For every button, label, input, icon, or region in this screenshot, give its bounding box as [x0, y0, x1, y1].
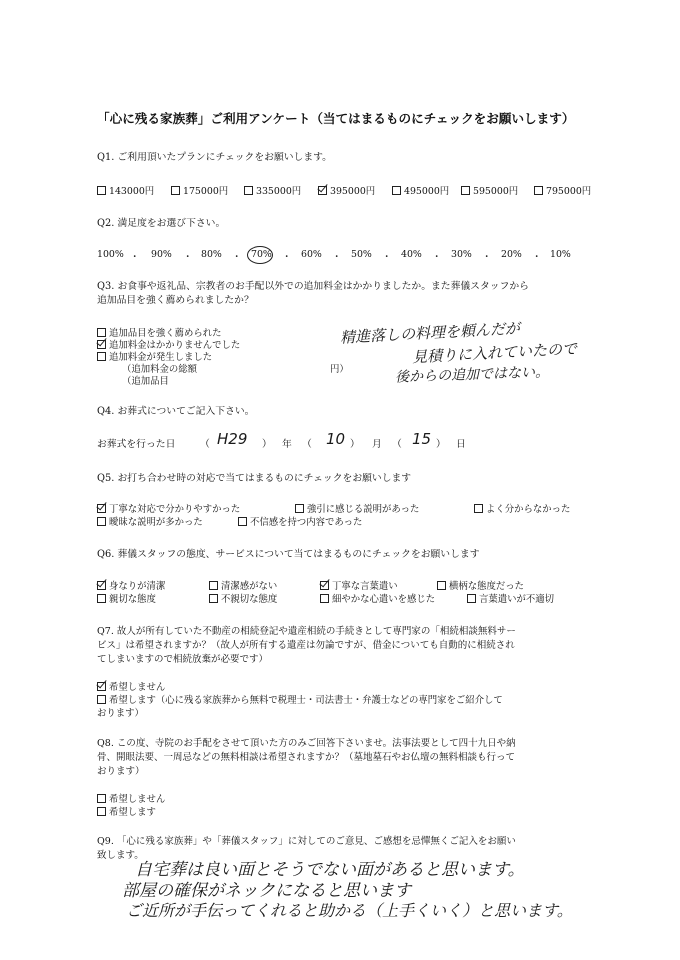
q4-month-value: 10 [326, 430, 346, 448]
q6-option-1[interactable]: 身なりが清潔 [97, 578, 165, 592]
q3-handwritten-line2: 見積りに入れていたので [411, 339, 578, 367]
scale-option[interactable]: 40% [401, 249, 422, 260]
q6-option-6[interactable]: 不親切な態度 [209, 591, 277, 605]
q3-option-1[interactable]: 追加品目を強く薦められた [97, 325, 222, 339]
q3-option-2[interactable]: 追加料金はかかりませんでした [97, 337, 240, 351]
q6-option-8[interactable]: 言葉遣いが不適切 [467, 591, 554, 605]
checkbox[interactable] [534, 186, 543, 195]
checkbox[interactable] [97, 186, 106, 195]
q5-option-4[interactable]: 曖昧な説明が多かった [97, 514, 203, 528]
q5-option-5[interactable]: 不信感を持つ内容であった [238, 514, 362, 528]
scale-option[interactable]: 100% [97, 249, 124, 260]
checkbox[interactable] [97, 794, 106, 803]
q4-paren-close-2: ） [350, 439, 360, 450]
scale-separator: ・ [232, 252, 242, 263]
survey-title: 「心に残る家族葬」ご利用アンケート（当てはまるものにチェックをお願いします） [97, 111, 575, 126]
q3-handwritten-line1: 精進落しの料理を頼んだが [339, 319, 521, 347]
scale-separator: ・ [432, 252, 442, 263]
q8-question-line2: 骨、開眼法要、一周忌などの無料相談は希望されますか？（墓地墓石やお仏壇の無料相談も行って [97, 752, 516, 763]
scale-separator: ・ [130, 252, 140, 263]
q4-paren-open-3: （ [392, 439, 402, 450]
checkbox-checked[interactable] [97, 682, 106, 691]
checkbox[interactable] [171, 186, 180, 195]
q2-selected-circle [247, 246, 273, 264]
scale-option[interactable]: 80% [201, 249, 222, 260]
q7-question-line2: ビス」は希望されますか？（故人が所有する遺産は勿論ですが、借金についても自動的に相続され [97, 640, 515, 651]
q4-date-label: お葬式を行った日 [97, 439, 176, 450]
q6-question: Q6. 葬儀スタッフの態度、サービスについて当てはまるものにチェックをお願いします [97, 549, 480, 560]
q3-handwritten-line3: 後からの追加ではない。 [394, 364, 550, 386]
checkbox[interactable] [97, 594, 106, 603]
checkbox[interactable] [467, 594, 476, 603]
q8-question-line1: Q8. この度、寺院のお手配をさせて頂いた方のみご回答下さいませ。法事法要として四十九日や納 [97, 738, 516, 749]
checkbox-checked[interactable] [97, 340, 106, 349]
checkbox[interactable] [97, 517, 106, 526]
q8-option-1[interactable]: 希望しません [97, 791, 165, 805]
q7-option-2[interactable]: 希望します（心に残る家族葬から無料で税理士・司法書士・弁護士などの専門家をご紹介して [97, 692, 503, 706]
q4-day-label: 日 [456, 439, 466, 450]
scale-separator: ・ [332, 252, 342, 263]
q3-sub-total-label: （追加料金の総額 [122, 364, 198, 375]
q5-option-1[interactable]: 丁寧な対応で分かりやすかった [97, 501, 240, 515]
checkbox-checked[interactable] [97, 504, 106, 513]
q7-question-line1: Q7. 故人が所有していた不動産の相続登記や遺産相続の手続きとして専門家の「相続相談無料サー [97, 626, 516, 637]
q3-question-line2: 追加品目を強く薦められましたか？ [97, 295, 254, 306]
q1-option-1[interactable]: 143000円 [97, 183, 154, 197]
checkbox[interactable] [437, 581, 446, 590]
q1-question: Q1. ご利用頂いたプランにチェックをお願いします。 [97, 152, 332, 163]
q4-year-label: 年 [282, 439, 292, 450]
q6-option-4[interactable]: 横柄な態度だった [437, 578, 524, 592]
checkbox[interactable] [97, 807, 106, 816]
q7-option-1[interactable]: 希望しません [97, 679, 165, 693]
checkbox[interactable] [97, 695, 106, 704]
scale-option[interactable]: 30% [451, 249, 472, 260]
scale-separator: ・ [482, 252, 492, 263]
checkbox[interactable] [244, 186, 253, 195]
q4-paren-close-3: ） [436, 439, 446, 450]
q6-option-7[interactable]: 細やかな心遣いを感じた [320, 591, 435, 605]
checkbox[interactable] [97, 352, 106, 361]
scale-option[interactable]: 20% [501, 249, 522, 260]
q1-option-4[interactable]: 395000円 [318, 183, 375, 197]
q1-option-3[interactable]: 335000円 [244, 183, 301, 197]
q9-question-line2: 致します。 [97, 850, 144, 861]
checkbox[interactable] [320, 594, 329, 603]
q4-era-value: H29 [217, 430, 248, 448]
q6-option-5[interactable]: 親切な態度 [97, 591, 156, 605]
checkbox[interactable] [474, 504, 483, 513]
scale-option[interactable]: 50% [351, 249, 372, 260]
scale-option[interactable]: 10% [550, 249, 571, 260]
checkbox-checked[interactable] [318, 186, 327, 195]
q1-option-6[interactable]: 595000円 [461, 183, 518, 197]
q8-question-line3: おります） [97, 766, 145, 777]
q3-sub-items-label: （追加品目 [122, 376, 169, 387]
q5-question: Q5. お打ち合わせ時の対応で当てはまるものにチェックをお願いします [97, 473, 412, 484]
scale-separator: ・ [282, 252, 292, 263]
q4-paren-close-1: ） [262, 439, 272, 450]
q9-handwritten-line2: 部屋の確保がネックになると思います [122, 881, 411, 901]
checkbox-checked[interactable] [97, 581, 106, 590]
checkbox[interactable] [209, 581, 218, 590]
q4-question: Q4. お葬式についてご記入下さい。 [97, 406, 255, 417]
q6-option-2[interactable]: 清潔感がない [209, 578, 277, 592]
q4-paren-open-1: （ [200, 439, 210, 450]
checkbox[interactable] [461, 186, 470, 195]
scale-separator: ・ [183, 252, 193, 263]
scale-option[interactable]: 70% [251, 249, 272, 260]
q1-option-5[interactable]: 495000円 [392, 183, 449, 197]
q1-option-7[interactable]: 795000円 [534, 183, 591, 197]
scale-separator: ・ [532, 252, 542, 263]
checkbox[interactable] [392, 186, 401, 195]
q4-day-value: 15 [412, 430, 432, 448]
checkbox[interactable] [209, 594, 218, 603]
q1-option-2[interactable]: 175000円 [171, 183, 228, 197]
q7-option-2-cont: おります） [97, 708, 144, 719]
q5-option-2[interactable]: 強引に感じる説明があった [295, 501, 419, 515]
q3-sub-total-unit: 円） [330, 364, 349, 375]
q2-question: Q2. 満足度をお選び下さい。 [97, 218, 226, 229]
scale-option[interactable]: 90% [151, 249, 172, 260]
q4-paren-open-2: （ [302, 439, 312, 450]
scale-separator: ・ [382, 252, 392, 263]
q3-option-3[interactable]: 追加料金が発生しました [97, 349, 212, 363]
q7-question-line3: てしまいますので相続放棄が必要です） [97, 654, 269, 665]
q5-option-3[interactable]: よく分からなかった [474, 501, 570, 515]
q6-option-3[interactable]: 丁寧な言葉遣い [320, 578, 398, 592]
checkbox[interactable] [295, 504, 304, 513]
q9-question-line1: Q9. 「心に残る家族葬」や「葬儀スタッフ」に対してのご意見、ご感想を忌憚無くご記入をお願い [97, 836, 516, 847]
q4-month-label: 月 [372, 439, 382, 450]
q9-handwritten-line3: ご近所が手伝ってくれると助かる（上手くいく）と思います。 [126, 901, 573, 920]
checkbox-checked[interactable] [320, 581, 329, 590]
checkbox[interactable] [238, 517, 247, 526]
q3-question-line1: Q3. お食事や返礼品、宗教者のお手配以外での追加料金はかかりましたか。また葬儀スタッフから [97, 281, 529, 292]
q8-option-2[interactable]: 希望します [97, 804, 156, 818]
scale-option[interactable]: 60% [301, 249, 322, 260]
q9-handwritten-line1: 自宅葬は良い面とそうでない面があると思います。 [135, 860, 525, 880]
